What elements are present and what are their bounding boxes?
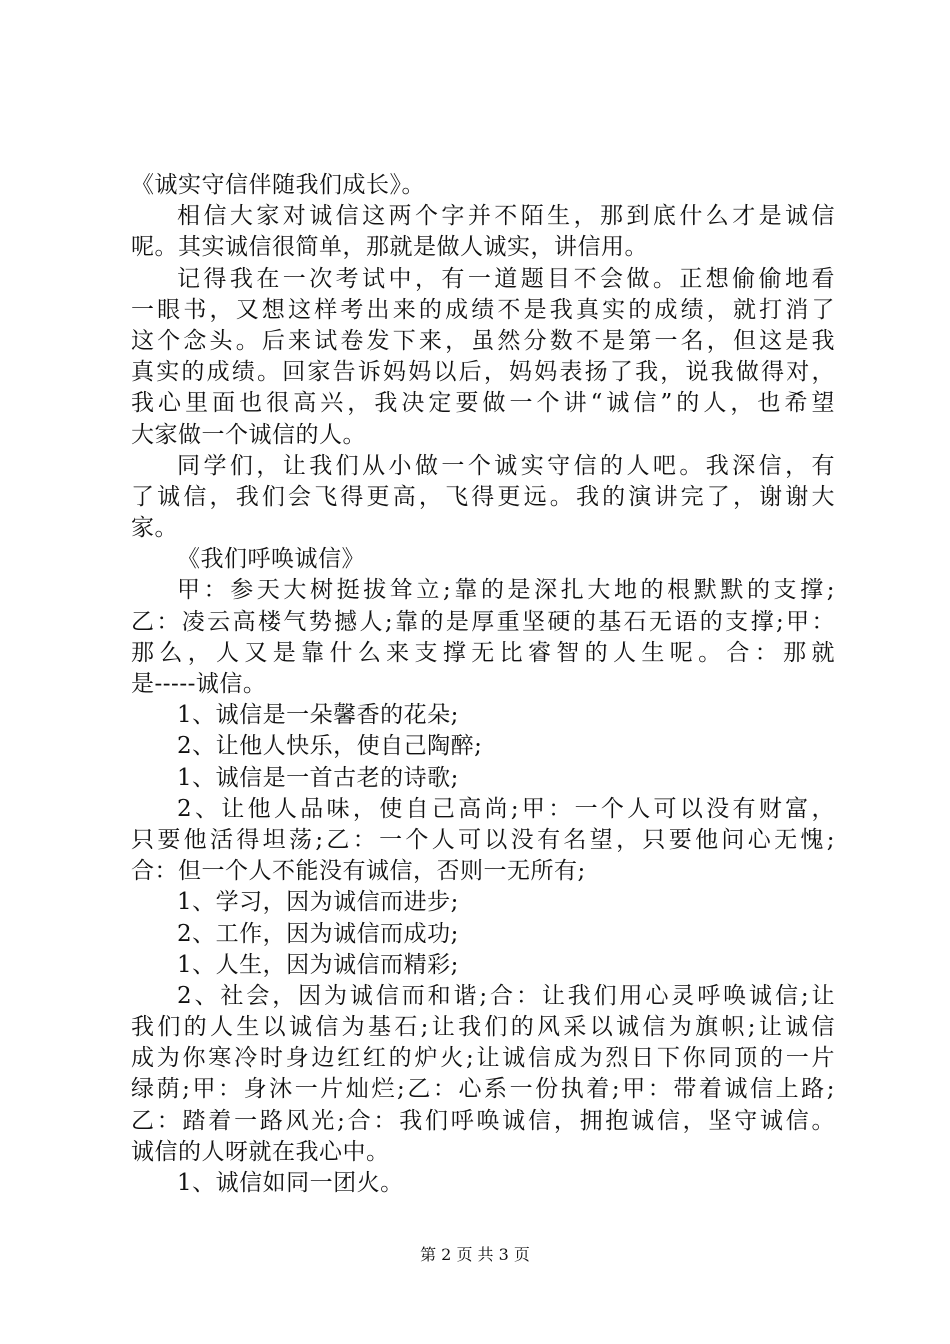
text-line: 绿荫;甲：身沐一片灿烂;乙：心系一份执着;甲：带着诚信上路; [131,1076,835,1103]
text-line: 呢。其实诚信很简单，那就是做人诚实，讲信用。 [131,234,648,261]
text-line: 2、社会，因为诚信而和谐;合：让我们用心灵呼唤诚信;让 [177,982,835,1009]
text-line: 这个念头。后来试卷发下来，虽然分数不是第一名，但这是我 [131,327,835,354]
text-line: 那么，人又是靠什么来支撑无比睿智的人生呢。合：那就 [131,639,835,666]
text-line: 1、诚信是一首古老的诗歌; [177,764,459,791]
text-line: 我们的人生以诚信为基石;让我们的风采以诚信为旗帜;让诚信 [131,1014,835,1041]
text-line: 我心里面也很高兴，我决定要做一个讲“诚信”的人，也希望 [131,390,835,417]
text-line: 《诚实守信伴随我们成长》。 [131,172,425,198]
text-line: 1、诚信如同一团火。 [177,1170,404,1196]
text-line: 2、工作，因为诚信而成功; [177,920,459,947]
text-line: 诚信的人呀就在我心中。 [131,1138,390,1165]
text-line: 2、让他人品味，使自己高尚;甲：一个人可以没有财富， [177,795,835,822]
document-body [131,170,835,1199]
text-line: 大家做一个诚信的人。 [131,421,366,448]
text-line: 1、诚信是一朵馨香的花朵; [177,702,459,729]
text-line: 真实的成绩。回家告诉妈妈以后，妈妈表扬了我，说我做得对， [131,359,835,386]
text-line: 是-----诚信。 [131,671,267,697]
text-line: 成为你寒冷时身边红红的炉火;让诚信成为烈日下你同顶的一片 [131,1045,835,1072]
text-line: 乙：凌云高楼气势撼人;靠的是厚重坚硬的基石无语的支撑;甲： [131,608,835,635]
text-line: 一眼书，又想这样考出来的成绩不是我真实的成绩，就打消了 [131,296,835,323]
text-line: 1、人生，因为诚信而精彩; [177,951,459,978]
text-line: 2、让他人快乐，使自己陶醉; [177,733,483,760]
text-line: 记得我在一次考试中，有一道题目不会做。正想偷偷地看 [177,265,835,292]
text-line: 了诚信，我们会飞得更高，飞得更远。我的演讲完了，谢谢大 [131,483,835,510]
text-line: 家。 [131,515,178,542]
text-line: 合：但一个人不能没有诚信，否则一无所有; [131,858,586,885]
text-line: 乙：踏着一路风光;合：我们呼唤诚信，拥抱诚信，坚守诚信。 [131,1107,835,1134]
text-line: 甲：参天大树挺拔耸立;靠的是深扎大地的根默默的支撑; [177,577,835,604]
text-line: 相信大家对诚信这两个字并不陌生，那到底什么才是诚信 [177,203,835,230]
text-line: 只要他活得坦荡;乙：一个人可以没有名望，只要他问心无愧; [131,826,835,853]
text-line: 《我们呼唤诚信》 [177,546,365,573]
page-footer: 第 2 页 共 3 页 [420,1245,530,1264]
text-line: 同学们，让我们从小做一个诚实守信的人吧。我深信，有 [177,452,835,479]
text-line: 1、学习，因为诚信而进步; [177,889,459,916]
